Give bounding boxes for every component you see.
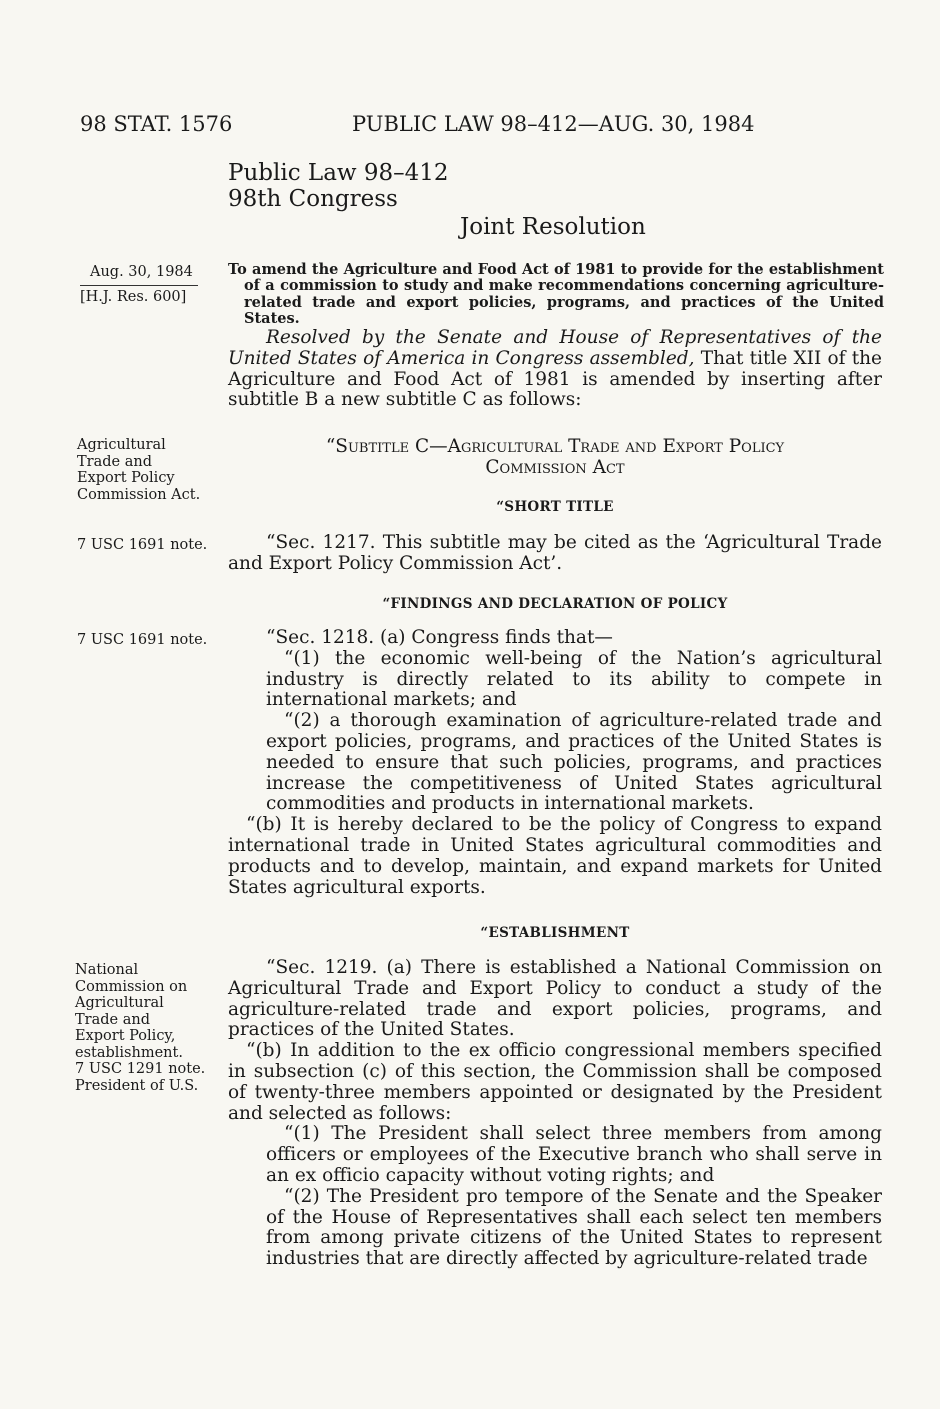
sec-1218-p1: “(1) the economic well-being of the Nation’s agricultural industry is directly related to its ability to compete in international markets; and [266,647,882,711]
sec-1217-text: “Sec. 1217. This subtitle may be cited as the ‘Agricultural Trade and Export Policy Commission Act’. [228,532,882,574]
margin-line: Commission on [75,978,188,995]
law-number: Public Law 98–412 [228,160,449,186]
margin-line: President of U.S. [75,1077,199,1094]
purpose-text: To amend the Agriculture and Food Act of 1981 to provide for the establishment of a commission to study and make recommendations concerning agriculture-related trade and export policies, programs, and practices of the United States. [228,261,884,327]
margin-line: 7 USC 1291 note. [75,1061,206,1077]
subtitle-heading [228,436,882,478]
margin-rule [80,285,198,286]
page-stat-number: 98 STAT. 1576 [80,112,233,136]
resolved-text: That title XII of the Agriculture and Food Act of 1981 is amended by inserting after subtitle B a new subtitle C as follows: [228,347,882,411]
margin-line: Trade and [77,453,152,470]
establishment-heading: “ESTABLISHMENT [480,925,630,941]
margin-line: Export Policy, [75,1028,176,1044]
congress-number: 98th Congress [228,186,398,212]
sec-1219 [228,958,882,1270]
margin-line: Trade and [75,1011,150,1028]
margin-note-commission [75,962,215,1094]
sec-1218-p2: “(2) a thorough examination of agriculture-related trade and export policies, programs, and practices of the United States is needed to ensure that such policies, programs, and practices increase the competitiveness of United States agricultural commodities and products in international markets. [266,710,882,815]
sec-1217 [228,533,882,575]
sec-1219-a: “Sec. 1219. (a) There is established a National Commission on Agricultural Trade and Export Policy to conduct a study of the agriculture-related trade and export policies, programs, and practices of the United States. [228,957,882,1041]
resolved-italic: Resolved by the Senate and House of Representatives of the United States of America in Congress assembled, [228,327,882,369]
margin-line: Commission Act. [77,486,201,503]
bill-number: [H.J. Res. 600] [80,289,187,305]
usc-citation: 7 USC 1691 note. [77,632,208,648]
sec-1219-b: “(b) In addition to the ex officio congressional members specified in subsection (c) of this section, the Commission shall be composed of twenty-three members appointed or designated by the President and selected as follows: [228,1040,882,1124]
sec-1218-b: “(b) It is hereby declared to be the policy of Congress to expand international trade in United States agricultural commodities and products and to develop, maintain, and expand markets for United States agricultural exports. [228,814,882,898]
margin-line: Agricultural [75,995,164,1011]
margin-line: Export Policy [77,470,175,486]
margin-line: establishment. [75,1044,183,1061]
sec-1218 [228,628,882,898]
findings-heading: “FINDINGS AND DECLARATION OF POLICY [382,596,728,612]
document-type: Joint Resolution [460,214,646,240]
short-title-heading: “SHORT TITLE [496,499,614,515]
margin-note-act-name [77,437,217,503]
purpose-statement [228,262,884,327]
sec-1219-p1: “(1) The President shall select three members from among officers or employees of the Executive branch who shall serve in an ex officio capacity without voting rights; and [266,1123,882,1186]
subtitle-heading-line: Commission Act [485,457,625,478]
margin-line: National [75,962,139,978]
subtitle-heading-line: “Subtitle C—Agricultural Trade and Export Policy [325,436,785,457]
usc-citation: 7 USC 1691 note. [77,537,208,553]
sec-1218-a: “Sec. 1218. (a) Congress finds that— [266,627,613,648]
sec-1219-p2: “(2) The President pro tempore of the Senate and the Speaker of the House of Representatives shall each select ten members from among private citizens of the United States to represent industries that are directly affected by agriculture-related trade [266,1185,882,1270]
page-running-header: PUBLIC LAW 98–412—AUG. 30, 1984 [352,112,755,136]
margin-line: Agricultural [77,437,166,453]
resolving-clause [228,328,882,411]
enactment-date: Aug. 30, 1984 [90,264,193,280]
